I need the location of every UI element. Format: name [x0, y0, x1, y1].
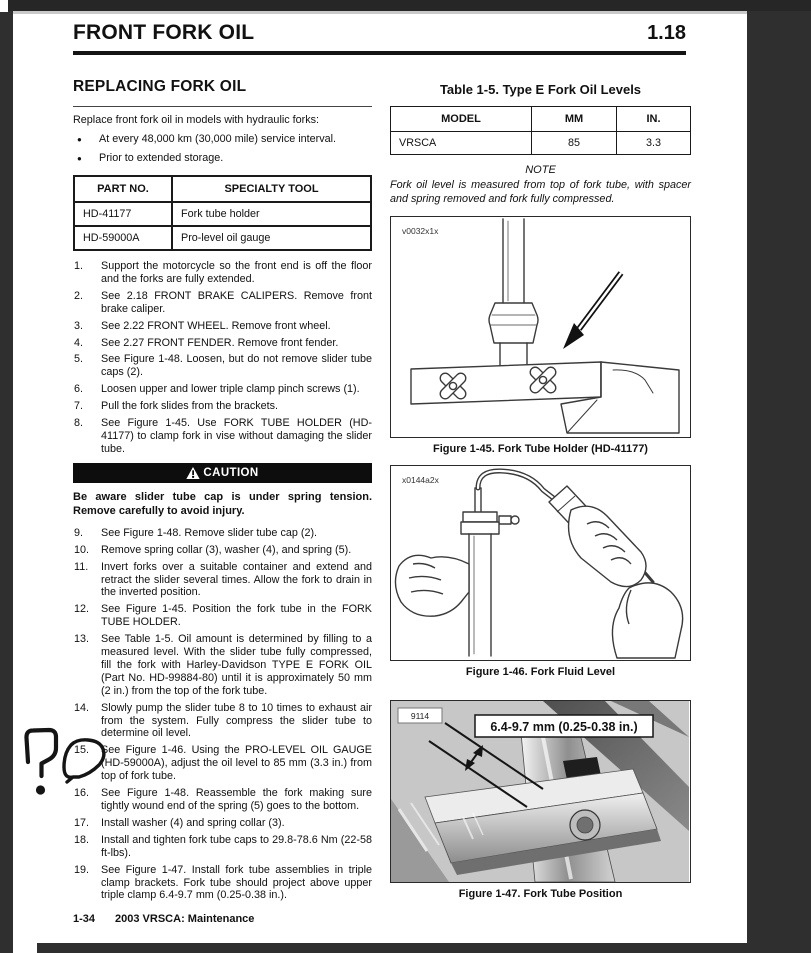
bullet-item: [73, 152, 372, 165]
part-no-cell: HD-41177: [74, 202, 172, 226]
dimension-callout: 6.4-9.7 mm (0.25-0.38 in.): [490, 720, 638, 734]
figure-1-47: [390, 700, 691, 883]
col-mm: MM: [532, 107, 617, 132]
procedure-step: [73, 417, 372, 456]
part-no-cell: HD-59000A: [74, 226, 172, 250]
step-text: Loosen upper and lower triple clamp pinch screws (1).: [101, 383, 360, 396]
caution-label: CAUTION: [203, 466, 259, 479]
bullet-item: [73, 133, 372, 146]
step-text: Remove spring collar (3), washer (4), and spring (5).: [101, 543, 352, 556]
tool-cell: Pro-level oil gauge: [172, 226, 371, 250]
step-number: 19.: [74, 863, 90, 876]
header-rule: [73, 51, 686, 55]
step-text: See Figure 1-47. Install fork tube assemblies in triple clamp brackets. Fork tube should project above upper triple clamp 6.4-9.7 mm (0.25-0.38 in.).: [101, 863, 372, 902]
manual-page: [13, 11, 747, 943]
step-number: 4.: [74, 336, 84, 349]
viewer-top-edge: [8, 0, 811, 11]
handwritten-question-mark: [23, 728, 65, 800]
viewer-corner-notch: [0, 0, 8, 12]
fork-tube-position-photo: [391, 701, 689, 882]
step-text: See Figure 1-45. Position the fork tube in the FORK TUBE HOLDER.: [101, 603, 372, 629]
caution-text: Be aware slider tube cap is under spring tension. Remove carefully to avoid injury.: [73, 490, 372, 517]
step-number: 2.: [74, 289, 84, 302]
step-number: 3.: [74, 319, 84, 332]
warning-triangle-icon: [186, 467, 200, 479]
footer-page-number: 1-34: [73, 913, 96, 925]
procedure-step: [73, 561, 372, 600]
page-title: FRONT FORK OIL: [73, 21, 255, 44]
step-number: 7.: [74, 400, 84, 413]
procedure-step: [73, 702, 372, 741]
table-header-row: [391, 107, 691, 132]
figure-caption: Figure 1-46. Fork Fluid Level: [465, 666, 616, 678]
fork-oil-levels-table: [390, 106, 691, 155]
fork-tube-holder-drawing: [391, 217, 689, 437]
step-number: 16.: [74, 787, 90, 800]
bullet-icon: ●: [77, 154, 82, 163]
procedure-step: [73, 337, 372, 350]
procedure-step: [73, 290, 372, 316]
step-number: 6.: [74, 383, 84, 396]
step-number: 11.: [74, 560, 89, 573]
left-column: [73, 78, 372, 906]
fork-fluid-level-drawing: [391, 466, 689, 660]
figure-1-45: [390, 216, 691, 438]
steps-9-14: [73, 527, 372, 741]
procedure-step: [73, 864, 372, 903]
procedure-step: [73, 544, 372, 557]
table-header-row: [74, 176, 371, 202]
step-number: 9.: [74, 526, 84, 539]
step-text: See 2.27 FRONT FENDER. Remove front fender.: [101, 336, 339, 349]
procedure-step: [73, 787, 372, 813]
step-number: 5.: [74, 353, 84, 366]
page-header: [73, 21, 686, 45]
step-text: See Figure 1-45. Use FORK TUBE HOLDER (HD-41177) to clamp fork in vise without damaging the slider tube.: [101, 417, 372, 455]
step-number: 13.: [74, 633, 90, 646]
section-heading: REPLACING FORK OIL: [73, 78, 372, 107]
col-model: MODEL: [391, 107, 532, 132]
step-text: See Table 1-5. Oil amount is determined by filling to a measured level. With the slider tube fully compressed, fill the fork with Harley-Davidson TYPE E FORK OIL (Part No. HD-99884-80) until it is approximately 50 mm (2 in.) from the top of the fork tube.: [101, 633, 372, 697]
steps-16-19: [73, 787, 372, 902]
step-number: 17.: [74, 816, 90, 829]
step-text: See Figure 1-48. Loosen, but do not remove slider tube caps (2).: [101, 353, 372, 379]
figure-caption: Figure 1-45. Fork Tube Holder (HD-41177): [433, 443, 648, 455]
model-cell: VRSCA: [391, 132, 532, 155]
procedure-step: [73, 633, 372, 698]
step-text: Support the motorcycle so the front end is off the floor and the forks are fully extended.: [101, 260, 372, 285]
procedure-step-15: [73, 744, 372, 783]
step-text: See 2.18 FRONT BRAKE CALIPERS. Remove front brake caliper.: [101, 289, 372, 315]
col-part-no: PART NO.: [74, 176, 172, 202]
note-text: Fork oil level is measured from top of fork tube, with spacer and spring removed and fork fully compressed.: [390, 179, 691, 205]
procedure-step: [73, 603, 372, 629]
step-number: 18.: [74, 833, 90, 846]
oil-table-title: Table 1-5. Type E Fork Oil Levels: [439, 82, 642, 97]
viewer-bottom-sliver: [13, 943, 37, 953]
in-cell: 3.3: [617, 132, 691, 155]
caution-block: [73, 463, 372, 518]
step-text: Pull the fork slides from the brackets.: [101, 400, 279, 413]
section-number: 1.18: [647, 22, 686, 44]
figure-id-label: x0144a2x: [402, 475, 439, 485]
procedure-step: [73, 817, 372, 830]
note-label: NOTE: [525, 164, 556, 176]
procedure-step: [73, 400, 372, 413]
step-text: Install washer (4) and spring collar (3).: [101, 816, 285, 829]
photo-id-label: 9114: [410, 711, 430, 721]
specialty-tool-table: [73, 175, 372, 251]
tool-cell: Fork tube holder: [172, 202, 371, 226]
step-number: 12.: [74, 603, 90, 616]
step-number: 10.: [74, 543, 90, 556]
mm-cell: 85: [532, 132, 617, 155]
caution-banner: [73, 463, 372, 483]
procedure-step: [73, 260, 372, 286]
procedure-step: [73, 353, 372, 379]
footer-chapter-title: 2003 VRSCA: Maintenance: [115, 913, 255, 925]
bullet-list: [73, 133, 372, 165]
bullet-icon: ●: [77, 135, 82, 144]
steps-1-8: [73, 260, 372, 456]
step-text: Install and tighten fork tube caps to 29.8-78.6 Nm (22-58 ft-lbs).: [101, 833, 372, 859]
table-row: [74, 226, 371, 250]
step-text: See 2.22 FRONT WHEEL. Remove front wheel.: [101, 319, 331, 332]
figure-id-label: v0032x1x: [402, 226, 439, 236]
step-text: See Figure 1-48. Remove slider tube cap (2).: [101, 526, 318, 539]
figure-1-46: [390, 465, 691, 661]
bullet-text: Prior to extended storage.: [99, 152, 224, 164]
figure-caption: Figure 1-47. Fork Tube Position: [458, 888, 623, 900]
right-column: [390, 78, 691, 900]
procedure-step: [73, 527, 372, 540]
step-number: 14.: [74, 701, 90, 714]
table-row: [74, 202, 371, 226]
step-number: 8.: [74, 417, 84, 430]
bullet-text: At every 48,000 km (30,000 mile) service interval.: [99, 133, 337, 145]
step-number: 1.: [74, 260, 84, 272]
step-text: See Figure 1-46. Using the PRO-LEVEL OIL GAUGE (HD-59000A), adjust the oil level to 85 mm (3.3 in.) from top of fork tube.: [101, 744, 372, 783]
intro-text: Replace front fork oil in models with hydraulic forks:: [73, 114, 320, 126]
col-in: IN.: [617, 107, 691, 132]
page-footer: [73, 913, 254, 925]
step-text: See Figure 1-48. Reassemble the fork making sure tightly wound end of the spring (5) goes to the bottom.: [101, 787, 372, 812]
pointer-arrow-icon: [563, 273, 621, 349]
step-text: Slowly pump the slider tube 8 to 10 times to exhaust air from the system. Fully compress the slider tube to determine oil level.: [101, 701, 372, 740]
procedure-step: [73, 834, 372, 860]
step-number: 15.: [74, 744, 90, 757]
table-row: [391, 132, 691, 155]
procedure-step: [73, 383, 372, 396]
step-text: Invert forks over a suitable container and extend and retract the slider several times. Allow the fork to drain in the inverted position.: [101, 560, 372, 599]
col-specialty-tool: SPECIALTY TOOL: [172, 176, 371, 202]
procedure-step: [73, 320, 372, 333]
